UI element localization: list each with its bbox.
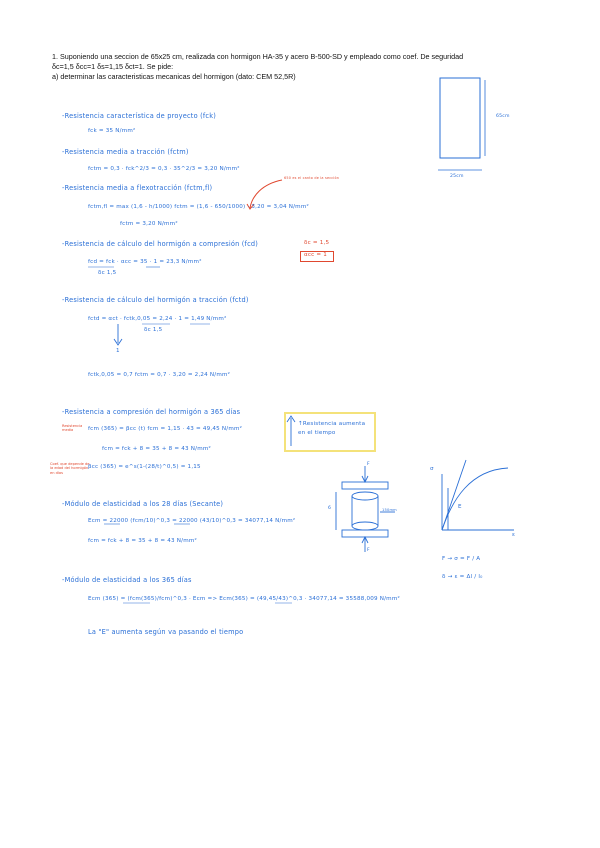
eq-fctd: fctd = αct · fctk,0,05 = 2,24 · 1 = 1,49 N/mm²: [88, 316, 227, 322]
eq-fcd-den: δc 1,5: [98, 270, 117, 276]
heading-fctd: -Resistencia de cálculo del hormigón a tracción (fctd): [62, 296, 249, 304]
section-height-label: 65cm: [496, 114, 510, 119]
eq-ecm365: Ecm (365) = (fcm(365)/fcm)^0,3 · Ecm => Ecm(365) = (49,45/43)^0,3 · 34077,14 = 35588,009 N/mm²: [88, 596, 400, 602]
box-alpha-cc: αcc = 1: [304, 252, 328, 258]
force-bottom-label: F: [367, 548, 370, 553]
eq-ecm28: Ecm = 22000 (fcm/10)^0,3 = 22000 (43/10)^0,3 = 34077,14 N/mm²: [88, 518, 296, 524]
note-canto: 650 es el canto de la sección: [284, 176, 340, 180]
eq-fctd-den: δc 1,5: [144, 327, 163, 333]
problem-statement-line-2: δc=1,5 δcc=1 δs=1,15 δct=1. Se pide:: [52, 62, 174, 71]
note-resistencia-media: Resistencia media: [62, 424, 83, 433]
heading-fcm365: -Resistencia a compresión del hormigón a 365 días: [62, 408, 241, 416]
eq-fctm: fctm = 0,3 · fck^2/3 = 0,3 · 35^2/3 = 3,20 N/mm²: [88, 166, 240, 172]
force-top-label: F: [367, 462, 370, 467]
section-width-label: 25cm: [450, 174, 464, 179]
problem-statement-line-1: 1. Suponiendo una seccion de 65x25 cm, realizada con hormigon HA-35 y acero B-500-SD y empleado como coef. De seguridad: [52, 52, 464, 61]
callout-resistencia-aumenta: ↑Resistencia aumenta en el tiempo: [298, 421, 366, 436]
eq-fcm: fcm = fck + 8 = 35 + 8 = 43 N/mm²: [102, 446, 211, 452]
eq-fcm365: fcm (365) = βcc (t) fcm = 1,15 · 43 = 49,45 N/mm²: [88, 426, 243, 432]
modulus-label: E: [458, 504, 462, 510]
heading-ecm28: -Módulo de elasticidad a los 28 días (Secante): [62, 500, 224, 508]
length-label: 6: [328, 506, 332, 511]
heading-fcd: -Resistencia de cálculo del hormigón a compresión (fcd): [62, 240, 259, 248]
arrow-label-one: 1: [116, 348, 120, 354]
epsilon-axis-label: ε: [512, 532, 516, 538]
eq-fctmfl: fctm,fl = max (1,6 - h/1000) fctm = (1,6 - 650/1000) · 3,20 = 3,04 N/mm²: [88, 204, 309, 210]
strain-formula: δ → ε = Δl / l₀: [442, 574, 483, 580]
eq-fcd: fcd = fck · αcc = 35 · 1 = 23,3 N/mm²: [88, 259, 202, 265]
diameter-label: 150mm: [382, 508, 397, 512]
eq-beta-cc: βcc (365) = e^s(1-(28/t)^0,5) = 1,15: [88, 464, 201, 470]
eq-fck: fck = 35 N/mm²: [88, 128, 136, 134]
section-rectangle: [440, 78, 480, 158]
note-coef-edad: Coef. que depende de la edad del hormigón en días: [50, 462, 90, 475]
heading-fck: -Resistencia característica de proyecto (fck): [62, 112, 217, 120]
heading-ecm365: -Módulo de elasticidad a los 365 días: [62, 576, 192, 584]
box-delta-c: δc = 1,5: [304, 240, 330, 246]
sigma-axis-label: σ: [430, 466, 434, 472]
stress-strain-graph: [442, 460, 514, 530]
eq-fctm-repeat: fctm = 3,20 N/mm²: [120, 221, 178, 227]
eq-fcm-2: fcm = fck + 8 = 35 + 8 = 43 N/mm²: [88, 538, 197, 544]
problem-statement-line-3: a) determinar las caracteristicas mecanicas del hormigon (dato: CEM 52,5R): [52, 72, 296, 81]
conclusion: La "E" aumenta según va pasando el tiempo: [88, 628, 244, 636]
heading-fctm: -Resistencia media a tracción (fctm): [62, 148, 189, 156]
stress-formula: F → σ = F / A: [442, 556, 481, 562]
eq-fctk005: fctk,0,05 = 0,7 fctm = 0,7 · 3,20 = 2,24 N/mm²: [88, 372, 231, 378]
heading-fctmfl: -Resistencia media a flexotracción (fctm,fl): [62, 184, 213, 192]
